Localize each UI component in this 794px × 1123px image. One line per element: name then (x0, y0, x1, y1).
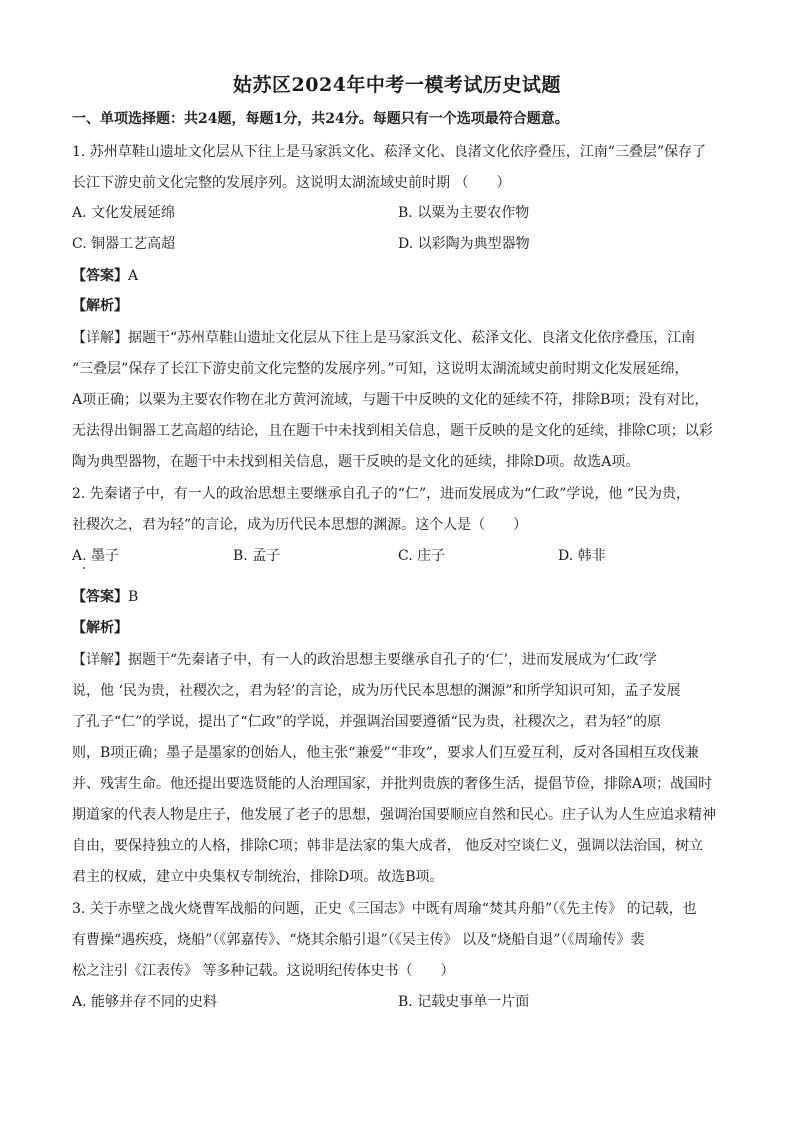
q2-option-c: C. 庄子 (398, 548, 446, 564)
q1-detail-line-2: “三叠层”保存了长江下游史前文化完整的发展序列。”可知，这说明太湖流域史前时期文化发展延绵， (72, 361, 689, 377)
q2-stem-line-2: 社稷次之，君为轻”的言论，成为历代民本思想的渊源。这个人是（ ） (72, 517, 528, 533)
q3-option-b: B. 记载史事单一片面 (398, 994, 530, 1010)
q3-option-a: A. 能够并存不同的史料 (72, 994, 218, 1010)
q2-detail-line-1: 【详解】据题干“先秦诸子中，有一人的政治思想主要继承自孔子的‘仁’，进而发展成为‘仁政’学 (72, 652, 657, 668)
q2-detail-line-5: 并、残害生命。他还提出要选贤能的人治理国家，并批判贵族的奢侈生活，提倡节俭，排除A项；战国时 (72, 776, 713, 792)
q1-detail-line-5: 陶为典型器物，在题干中未找到相关信息，题干反映的是文化的延续，排除D项。故选A项。 (72, 454, 640, 470)
q1-stem-line-1: 1. 苏州草鞋山遗址文化层从下往上是马家浜文化、菘泽文化、良渚文化依序叠压，江南“三叠层”保存了 (72, 144, 707, 160)
q1-analysis-label: 【解析】 (72, 298, 128, 314)
q2-stem-line-1: 2. 先秦诸子中，有一人的政治思想主要继承自孔子的“仁”，进而发展成为“仁政”学说，他 “民为贵， (72, 486, 691, 502)
q1-stem-line-2: 长江下游史前文化完整的发展序列。这说明太湖流域史前时期 （ ） (72, 175, 511, 191)
page-title: 姑苏区2024年中考一模考试历史试题 (233, 74, 561, 96)
section-heading: 一、单项选择题：共24题，每题1分，共24分。每题只有一个选项最符合题意。 (72, 111, 569, 127)
q3-stem-line-1: 3. 关于赤壁之战火烧曹军战船的问题，正史《三国志》中既有周瑜“焚其舟船”（《先主传》 的记载，也 (72, 901, 697, 917)
q1-detail-line-1: 【详解】据题干“苏州草鞋山遗址文化层从下往上是马家浜文化、菘泽文化、良渚文化依序叠压，江南 (72, 330, 696, 346)
answer-value: B (128, 589, 139, 605)
q2-answer (72, 588, 138, 606)
q1-option-a: A. 文化发展延绵 (72, 205, 176, 221)
q2-detail-line-7: 自由，要保持独立的人格，排除C项；韩非是法家的集大成者， 他反对空谈仁义，强调以法治国，树立 (72, 838, 704, 854)
q1-answer (72, 267, 138, 285)
q2-option-a: A. 墨子 (72, 548, 120, 564)
q2-detail-line-8: 君主的权威，建立中央集权专制统治，排除D项。故选B项。 (72, 869, 444, 885)
q1-option-c: C. 铜器工艺高超 (72, 236, 176, 252)
q2-detail-line-4: 则，B项正确；墨子是墨家的创始人，他主张“兼爱”“非攻”，要求人们互爱互利，反对各国相互攻伐兼 (72, 745, 699, 761)
q2-option-b: B. 孟子 (233, 548, 281, 564)
q3-stem-line-2: 有曹操“遇疾疫，烧船”（《郭嘉传》、“烧其余船引退”（《吴主传》 以及“烧船自退”（《周瑜传》裴 (72, 932, 645, 948)
q2-option-d: D. 韩非 (558, 548, 606, 564)
stray-dot (83, 567, 85, 569)
answer-label: 【答案】 (72, 589, 128, 605)
answer-value: A (128, 268, 139, 284)
q3-stem-line-3: 松之注引《江表传》 等多种记载。这说明纪传体史书（ ） (72, 963, 455, 979)
q2-detail-line-6: 期道家的代表人物是庄子，他发展了老子的思想，强调治国要顺应自然和民心。庄子认为人生应追求精神 (72, 807, 716, 823)
q1-option-d: D. 以彩陶为典型器物 (398, 236, 530, 252)
q1-option-b: B. 以粟为主要农作物 (398, 205, 530, 221)
q1-detail-line-3: A项正确；以粟为主要农作物在北方黄河流域，与题干中反映的文化的延续不符，排除B项；没有对比， (72, 392, 709, 408)
q2-analysis-label: 【解析】 (72, 620, 128, 636)
answer-label: 【答案】 (72, 268, 128, 284)
q2-detail-line-2: 说，他 ‘民为贵，社稷次之，君为轻’的言论，成为历代民本思想的渊源”和所学知识可知，孟子发展 (72, 683, 681, 699)
q2-detail-line-3: 了孔子“仁”的学说，提出了“仁政”的学说，并强调治国要遵循“民为贵，社稷次之，君为轻”的原 (72, 714, 661, 730)
q1-detail-line-4: 无法得出铜器工艺高超的结论，且在题干中未找到相关信息，题干反映的是文化的延续，排除C项；以彩 (72, 423, 713, 439)
